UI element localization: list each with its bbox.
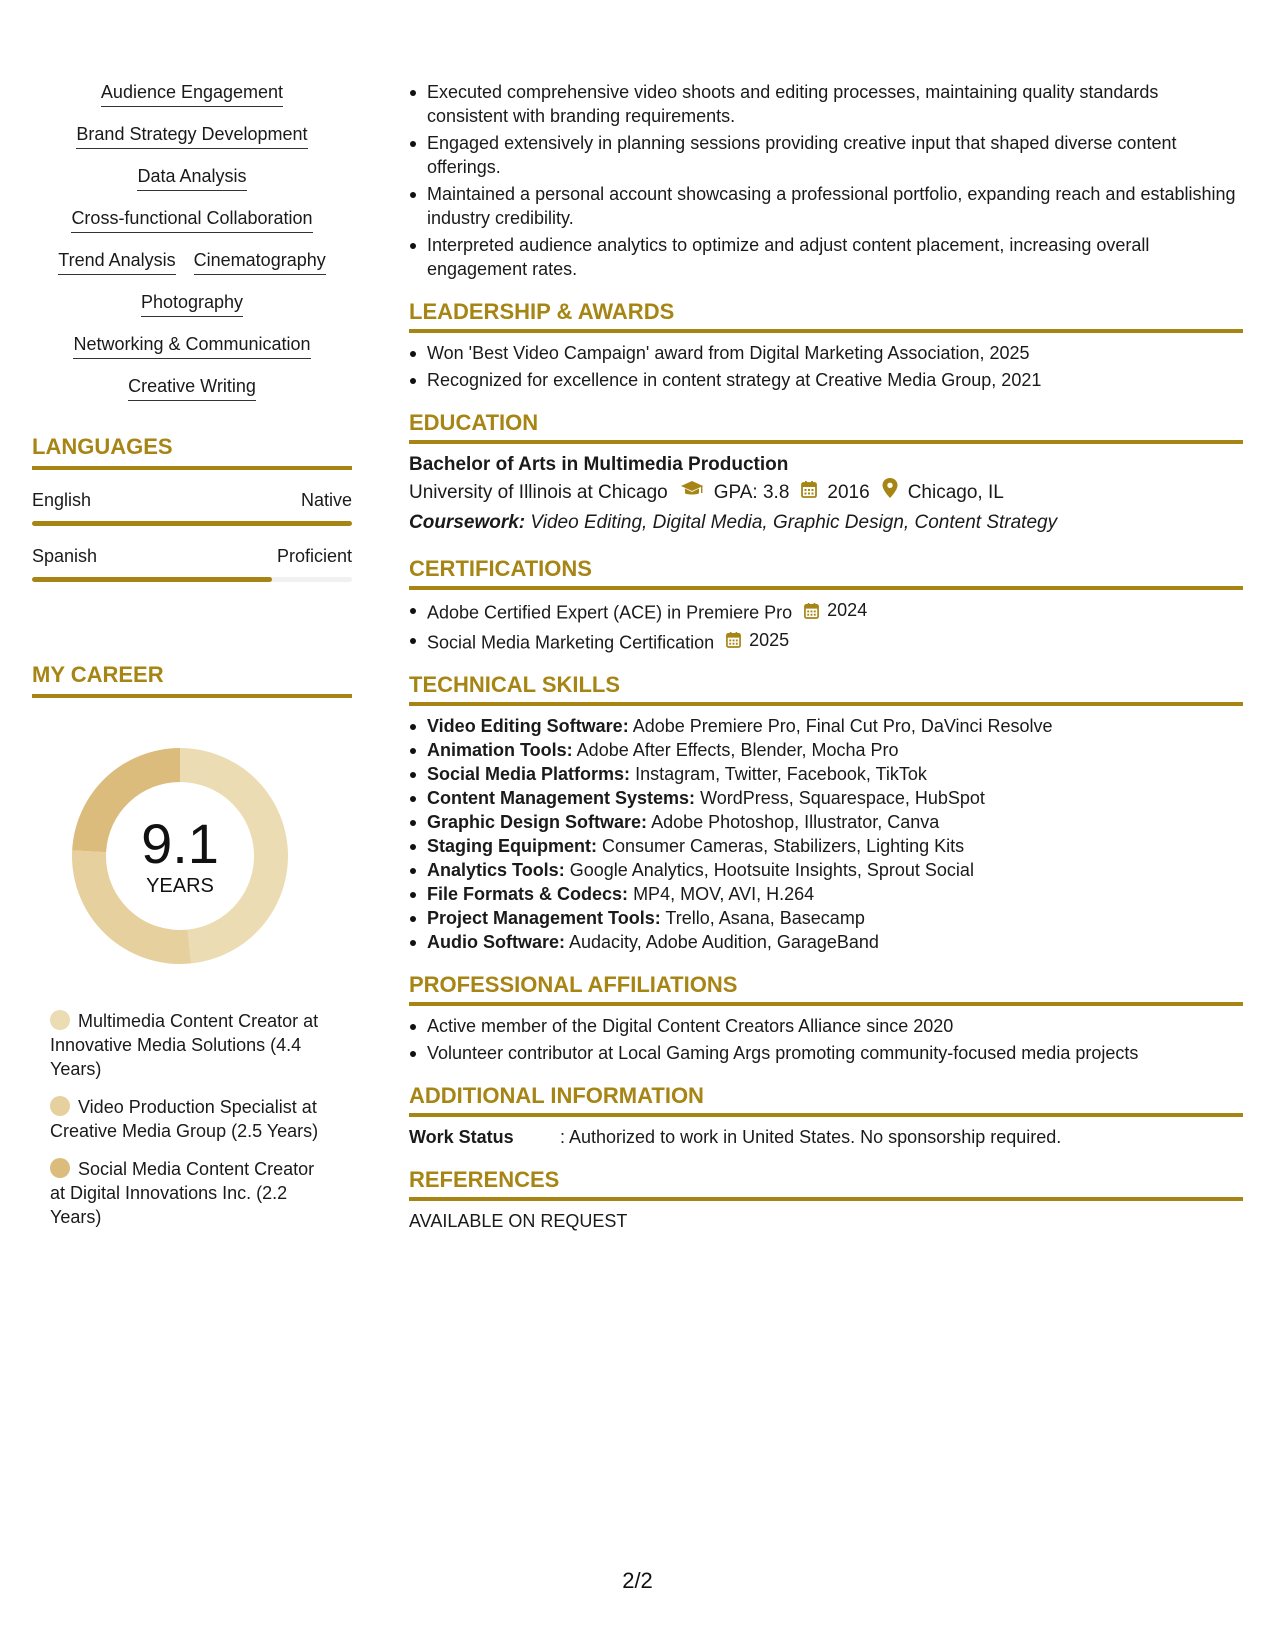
education-title: EDUCATION: [409, 410, 1243, 444]
donut-center: [65, 741, 295, 971]
graduation-year: 2016: [827, 482, 870, 503]
language-row: [32, 490, 352, 511]
technical-skill-item: [409, 810, 1243, 834]
skill-row: [32, 80, 352, 107]
technical-skill-value: Instagram, Twitter, Facebook, TikTok: [635, 764, 927, 784]
skill-tag: Data Analysis: [137, 164, 246, 191]
map-pin-icon: [882, 478, 898, 508]
language-row: [32, 546, 352, 567]
award-item: Recognized for excellence in content strategy at Creative Media Group, 2021: [409, 368, 1243, 392]
technical-skill-value: MP4, MOV, AVI, H.264: [633, 884, 815, 904]
calendar-icon: [726, 631, 745, 648]
career-title: MY CAREER: [32, 662, 352, 698]
skill-row: [32, 248, 352, 275]
career-legend: [32, 1009, 352, 1229]
career-legend-text: Social Media Content Creator at Digital Innovations Inc. (2.2 Years): [50, 1159, 315, 1227]
graduation-cap-icon: [680, 478, 704, 508]
work-status-label: Work Status: [409, 1127, 514, 1147]
language-proficiency-bar: [32, 521, 352, 526]
work-status-row: [409, 1125, 1243, 1149]
certifications-list: [409, 598, 1243, 654]
coursework-label: Coursework:: [409, 512, 526, 533]
affiliations-list: [409, 1014, 1243, 1065]
technical-skill-label: Project Management Tools:: [427, 908, 661, 928]
technical-skill-label: Video Editing Software:: [427, 716, 629, 736]
experience-bullet: Maintained a personal account showcasing a professional portfolio, expanding reach and establishing industry credibility.: [409, 182, 1243, 230]
career-legend-item: [50, 1095, 325, 1143]
school-name: University of Illinois at Chicago: [409, 482, 668, 503]
technical-skill-label: Social Media Platforms:: [427, 764, 631, 784]
references-section: [409, 1167, 1243, 1233]
career-legend-item: [50, 1157, 325, 1229]
affiliation-item: Active member of the Digital Content Creators Alliance since 2020: [409, 1014, 1243, 1038]
page-number: 2/2: [622, 1568, 653, 1593]
technical-skill-item: [409, 834, 1243, 858]
technical-skill-item: [409, 738, 1243, 762]
technical-skill-label: Analytics Tools:: [427, 860, 565, 880]
technical-skill-label: File Formats & Codecs:: [427, 884, 629, 904]
calendar-icon: [801, 478, 817, 508]
leadership-list: [409, 341, 1243, 392]
technical-skill-item: [409, 882, 1243, 906]
skill-tag: Photography: [141, 290, 243, 317]
career-years-unit: YEARS: [146, 874, 214, 897]
technical-skill-value: Adobe Premiere Pro, Final Cut Pro, DaVinci Resolve: [632, 716, 1053, 736]
language-item: [32, 546, 352, 582]
skill-row: [32, 122, 352, 149]
legend-dot-icon: [50, 1096, 70, 1116]
experience-bullet: Executed comprehensive video shoots and editing processes, maintaining quality standards consistent with branding requirements.: [409, 80, 1243, 128]
education-location: Chicago, IL: [907, 482, 1004, 503]
language-name: Spanish: [32, 546, 98, 566]
career-legend-text: Multimedia Content Creator at Innovative Media Solutions (4.4 Years): [50, 1011, 319, 1079]
education-details: [409, 478, 1243, 508]
calendar-icon: [804, 602, 823, 619]
languages-list: [32, 490, 352, 582]
language-level: Proficient: [276, 546, 352, 566]
gpa: GPA: 3.8: [713, 482, 790, 503]
coursework: [409, 508, 1243, 538]
leadership-title: LEADERSHIP & AWARDS: [409, 299, 1243, 333]
technical-skill-value: Consumer Cameras, Stabilizers, Lighting Kits: [602, 836, 965, 856]
certification-year: 2025: [749, 629, 790, 650]
technical-skills-section: [409, 672, 1243, 954]
language-name: English: [32, 490, 92, 510]
certification-name: Social Media Marketing Certification: [427, 632, 715, 652]
career-legend-item: [50, 1009, 325, 1081]
references-text: AVAILABLE ON REQUEST: [409, 1211, 628, 1231]
certification-date: [804, 598, 867, 622]
technical-skill-value: Adobe Photoshop, Illustrator, Canva: [651, 812, 940, 832]
technical-skill-value: Audacity, Adobe Audition, GarageBand: [569, 932, 879, 952]
experience-bullets: [409, 80, 1243, 281]
experience-bullet: Interpreted audience analytics to optimize and adjust content placement, increasing overall engagement rates.: [409, 233, 1243, 281]
career-total-years: 9.1: [141, 811, 219, 875]
left-column: [32, 80, 352, 1243]
skill-tag: Brand Strategy Development: [76, 122, 307, 149]
skill-tag: Creative Writing: [128, 374, 256, 401]
technical-skill-value: Google Analytics, Hootsuite Insights, Sprout Social: [569, 860, 974, 880]
affiliations-title: PROFESSIONAL AFFILIATIONS: [409, 972, 1243, 1006]
technical-skill-value: Trello, Asana, Basecamp: [665, 908, 865, 928]
skill-tag: Networking & Communication: [73, 332, 310, 359]
experience-bullet: Engaged extensively in planning sessions providing creative input that shaped diverse content offerings.: [409, 131, 1243, 179]
technical-skill-label: Staging Equipment:: [427, 836, 597, 856]
career-section: [32, 662, 352, 1229]
technical-skill-label: Animation Tools:: [427, 740, 573, 760]
references-title: REFERENCES: [409, 1167, 1243, 1201]
certification-item: [409, 598, 1243, 625]
affiliation-item: Volunteer contributor at Local Gaming Args promoting community-focused media projects: [409, 1041, 1243, 1065]
technical-skills-title: TECHNICAL SKILLS: [409, 672, 1243, 706]
right-column: [409, 80, 1243, 1233]
additional-info-title: ADDITIONAL INFORMATION: [409, 1083, 1243, 1117]
technical-skills-list: [409, 714, 1243, 954]
skill-row: [32, 206, 352, 233]
technical-skill-value: Adobe After Effects, Blender, Mocha Pro: [576, 740, 899, 760]
work-status-value: : Authorized to work in United States. No sponsorship required.: [560, 1127, 1062, 1147]
technical-skill-item: [409, 762, 1243, 786]
certifications-section: [409, 556, 1243, 654]
language-level: Native: [300, 490, 352, 510]
affiliations-section: [409, 972, 1243, 1065]
technical-skill-item: [409, 930, 1243, 954]
certifications-title: CERTIFICATIONS: [409, 556, 1243, 590]
additional-info-section: [409, 1083, 1243, 1149]
certification-item: [409, 628, 1243, 655]
legend-dot-icon: [50, 1010, 70, 1030]
technical-skill-item: [409, 906, 1243, 930]
skill-row: [32, 290, 352, 317]
coursework-value: Video Editing, Digital Media, Graphic Design, Content Strategy: [530, 512, 1058, 533]
degree-title: Bachelor of Arts in Multimedia Production: [409, 454, 789, 475]
language-proficiency-fill: [32, 577, 272, 582]
skills-tags: [32, 80, 352, 401]
technical-skill-label: Graphic Design Software:: [427, 812, 648, 832]
languages-section: [32, 434, 352, 582]
languages-title: LANGUAGES: [32, 434, 352, 470]
technical-skill-item: [409, 858, 1243, 882]
technical-skill-label: Content Management Systems:: [427, 788, 696, 808]
skill-tag: Audience Engagement: [101, 80, 283, 107]
career-legend-text: Video Production Specialist at Creative Media Group (2.5 Years): [50, 1097, 319, 1141]
education-section: [409, 410, 1243, 538]
skill-tag: Cinematography: [194, 248, 326, 275]
career-donut-chart: [65, 741, 295, 971]
leadership-section: [409, 299, 1243, 392]
certification-name: Adobe Certified Expert (ACE) in Premiere Pro: [427, 602, 793, 623]
skill-row: [32, 374, 352, 401]
award-item: Won 'Best Video Campaign' award from Digital Marketing Association, 2025: [409, 341, 1243, 365]
skill-tag: Trend Analysis: [58, 248, 175, 275]
certification-date: [726, 628, 789, 652]
certification-year: 2024: [827, 600, 868, 620]
technical-skill-label: Audio Software:: [427, 932, 565, 952]
skill-row: [32, 332, 352, 359]
technical-skill-item: [409, 786, 1243, 810]
language-item: [32, 490, 352, 526]
technical-skill-value: WordPress, Squarespace, HubSpot: [700, 788, 985, 808]
legend-dot-icon: [50, 1158, 70, 1178]
language-proficiency-bar: [32, 577, 352, 582]
skill-tag: Cross-functional Collaboration: [71, 206, 312, 233]
skill-row: [32, 164, 352, 191]
language-proficiency-fill: [32, 521, 352, 526]
technical-skill-item: [409, 714, 1243, 738]
